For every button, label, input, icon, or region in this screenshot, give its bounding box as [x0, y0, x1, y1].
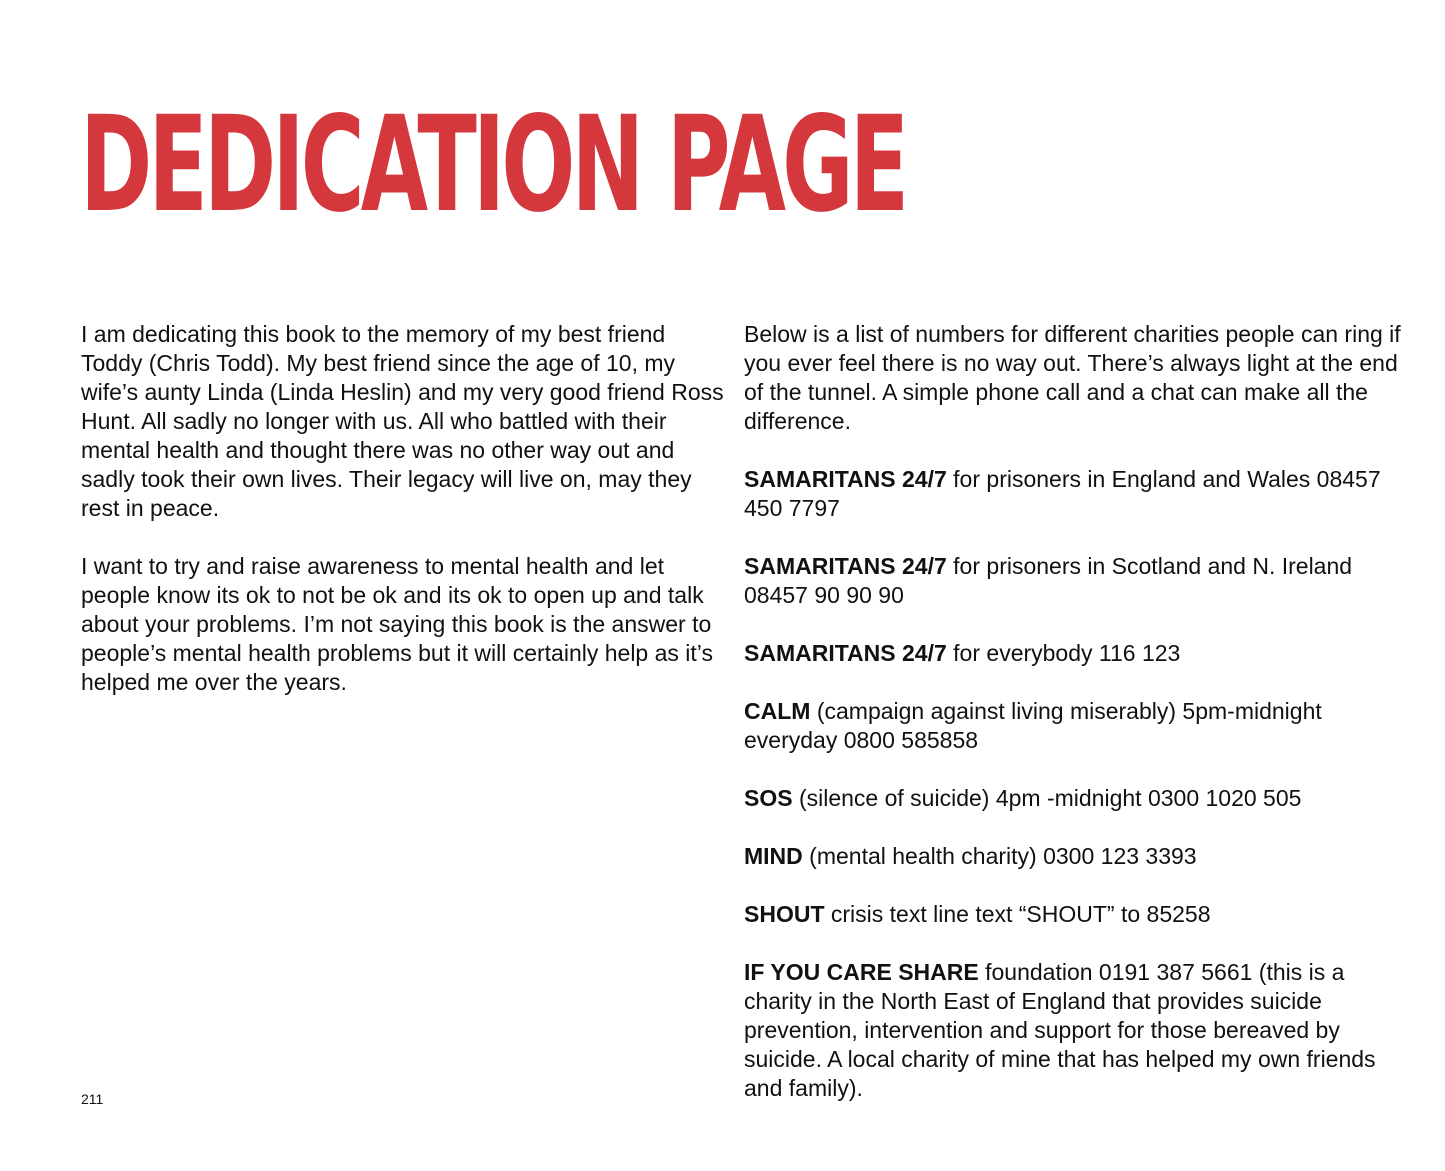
charity-name: SHOUT: [744, 901, 825, 927]
charity-entry-sos: [744, 784, 1404, 813]
charity-detail: (silence of suicide) 4pm -midnight 0300 1020 505: [792, 785, 1302, 811]
charity-entry-if-you-care-share: [744, 958, 1404, 1103]
charity-entry-calm: [744, 697, 1404, 755]
charity-entry-samaritans-england-wales: [744, 465, 1404, 523]
charity-detail: for prisoners in England and Wales 08457 450 7797: [744, 466, 1381, 521]
dedication-paragraph: I want to try and raise awareness to mental health and let people know its ok to not be ok and its ok to open up and talk about your problems. I’m not saying this book is the answer to people’s mental health problems but it will certainly help as it’s helped me over the years.: [81, 553, 713, 695]
dedication-paragraph: I am dedicating this book to the memory of my best friend Toddy (Chris Todd). My best friend since the age of 10, my wife’s aunty Linda (Linda Heslin) and my very good friend Ross Hunt. All sadly no longer with us. All who battled with their mental health and thought there was no other way out and sadly took their own lives. Their legacy will live on, may they rest in peace.: [81, 321, 724, 521]
charity-detail: (mental health charity) 0300 123 3393: [802, 843, 1197, 869]
charity-detail: (campaign against living miserably) 5pm-midnight everyday 0800 585858: [744, 698, 1322, 753]
charity-entry-shout: [744, 900, 1404, 929]
page-title: DEDICATION PAGE: [80, 88, 906, 242]
charity-name: SAMARITANS 24/7: [744, 466, 947, 492]
page-number: 211: [81, 1091, 104, 1107]
dedication-column: [81, 320, 726, 697]
charity-intro: Below is a list of numbers for different charities people can ring if you ever feel there is no way out. There’s always light at the end of the tunnel. A simple phone call and a chat can make all the difference.: [744, 321, 1401, 434]
charity-name: SOS: [744, 785, 793, 811]
charity-detail: for prisoners in Scotland and N. Ireland 08457 90 90 90: [744, 553, 1353, 608]
charity-detail: foundation 0191 387 5661 (this is a charity in the North East of England that provides suicide prevention, intervention and support for those bereaved by suicide. A local charity of mine that has helped my own friends and family).: [744, 959, 1376, 1101]
charity-entry-samaritans-scotland-ni: [744, 552, 1404, 610]
charity-name: CALM: [744, 698, 811, 724]
charity-entry-mind: [744, 842, 1404, 871]
charity-name: IF YOU CARE SHARE: [744, 959, 979, 985]
charity-name: SAMARITANS 24/7: [744, 553, 947, 579]
charity-name: MIND: [744, 843, 803, 869]
charity-detail: crisis text line text “SHOUT” to 85258: [824, 901, 1211, 927]
charity-entry-samaritans-everybody: [744, 639, 1404, 668]
charity-name: SAMARITANS 24/7: [744, 640, 947, 666]
charity-list-column: [744, 320, 1404, 1103]
charity-detail: for everybody 116 123: [946, 640, 1181, 666]
